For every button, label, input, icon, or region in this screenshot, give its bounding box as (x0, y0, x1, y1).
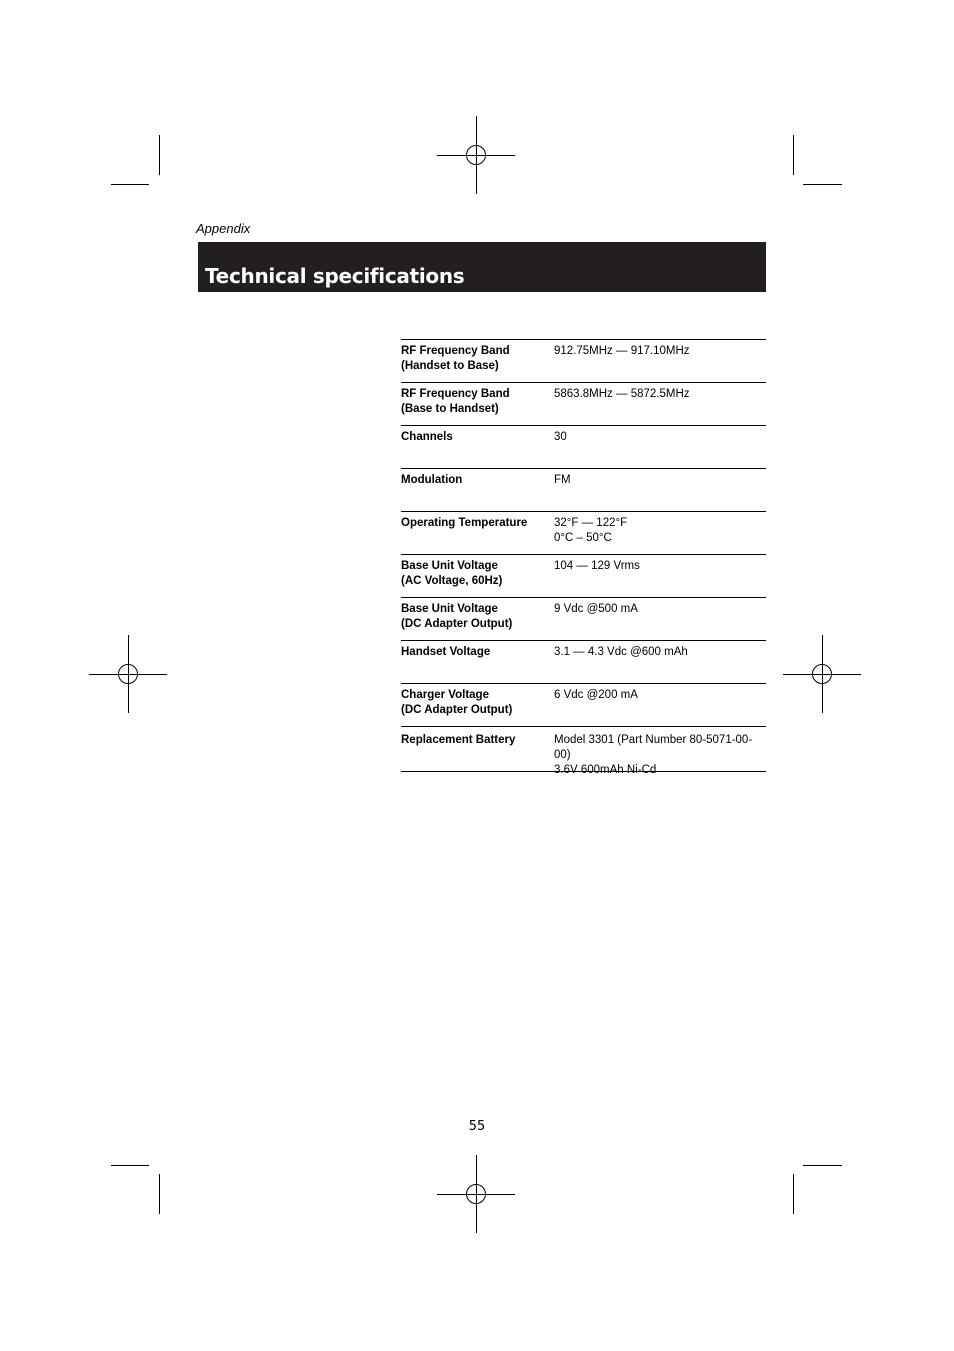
spec-row (401, 340, 766, 383)
spec-value: FM (554, 474, 571, 486)
spec-value: 30 (554, 431, 567, 443)
registration-mark-right (783, 635, 861, 713)
crop-mark (111, 184, 149, 185)
crop-mark (159, 1174, 160, 1214)
spec-row (401, 684, 766, 727)
spec-table (401, 339, 766, 776)
spec-row (401, 426, 766, 469)
crop-mark (803, 1165, 842, 1166)
spec-label: Charger Voltage (DC Adapter Output) (401, 689, 513, 716)
spec-row (401, 469, 766, 512)
spec-label: Channels (401, 431, 453, 443)
spec-row (401, 727, 766, 776)
spec-row (401, 598, 766, 641)
spec-value: Model 3301 (Part Number 80-5071-00-00) 3.6V 600mAh Ni-Cd (554, 734, 753, 776)
spec-value: 5863.8MHz — 5872.5MHz (554, 388, 690, 400)
crop-mark (793, 1174, 794, 1214)
spec-value: 6 Vdc @200 mA (554, 689, 638, 701)
page-number: 55 (468, 1119, 486, 1134)
crop-mark (159, 135, 160, 175)
registration-mark-top (437, 116, 515, 194)
page-title: Technical specifications (205, 264, 465, 288)
spec-row (401, 555, 766, 598)
spec-label: RF Frequency Band (Base to Handset) (401, 388, 510, 415)
title-bar (198, 242, 766, 292)
spec-label: Handset Voltage (401, 646, 491, 658)
registration-mark-left (89, 635, 167, 713)
spec-label: Base Unit Voltage (DC Adapter Output) (401, 603, 513, 630)
spec-value: 9 Vdc @500 mA (554, 603, 638, 615)
spec-row (401, 641, 766, 684)
spec-value: 912.75MHz — 917.10MHz (554, 345, 690, 357)
spec-label: Base Unit Voltage (AC Voltage, 60Hz) (401, 560, 503, 587)
crop-mark (793, 135, 794, 175)
spec-label: Modulation (401, 474, 463, 486)
spec-label: Operating Temperature (401, 517, 528, 529)
spec-row (401, 512, 766, 555)
crop-mark (111, 1165, 149, 1166)
section-label: Appendix (196, 221, 251, 236)
spec-label: Replacement Battery (401, 734, 516, 746)
spec-row (401, 383, 766, 426)
spec-value: 104 — 129 Vrms (554, 560, 640, 572)
registration-mark-bottom (437, 1155, 515, 1233)
spec-value: 32°F — 122°F 0°C – 50°C (554, 517, 628, 544)
crop-mark (803, 184, 842, 185)
spec-value: 3.1 — 4.3 Vdc @600 mAh (554, 646, 688, 658)
spec-label: RF Frequency Band (Handset to Base) (401, 345, 510, 372)
